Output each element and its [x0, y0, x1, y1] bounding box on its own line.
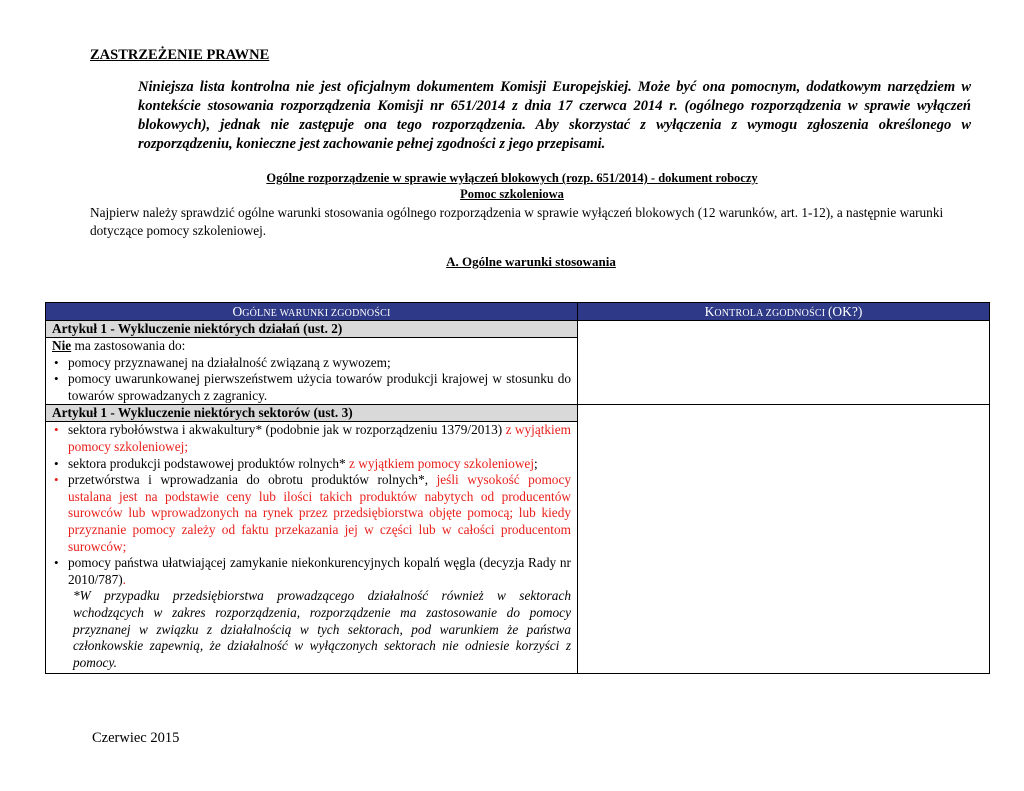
- document-subtitle: Pomoc szkoleniowa: [460, 187, 564, 201]
- list-item: • sektora produkcji podstawowej produktów rolnych* z wyjątkiem pomocy szkoleniowej;: [68, 456, 571, 473]
- article-heading: Artykuł 1 - Wykluczenie niektórych działań (ust. 2): [46, 321, 578, 338]
- nie-line: Nie ma zastosowania do:: [52, 338, 186, 353]
- intro-paragraph: Najpierw należy sprawdzić ogólne warunki stosowania ogólnego rozporządzenia w sprawie wyłączeń blokowych (12 warunków, art. 1-12), a następnie warunki dotyczące pomocy szkoleniowej.: [90, 205, 944, 238]
- list-item: • pomocy przyznawanej na działalność związaną z wywozem;: [68, 355, 571, 372]
- list-item: • pomocy państwa ułatwiającej zamykanie niekonkurencyjnych kopalń węgla (decyzja Rady nr 2010/787).: [68, 555, 571, 588]
- disclaimer-text: Niniejsza lista kontrolna nie jest oficjalnym dokumentem Komisji Europejskiej. Może być ona pomocnym, dodatkowym narzędziem w kontekście stosowania rozporządzenia Komisji nr 651/2014 z dnia 17 czerwca 2014 r. (ogólnego rozporządzenia w sprawie wyłączeń blokowych), jednak nie zastępuje ona tego rozporządzenia. Aby skorzystać z wyłączenia z wymogu zgłoszenia określonego w rozporządzeniu, konieczne jest zachowanie pełnej zgodności z jego przepisami.: [138, 79, 971, 152]
- table-header-row: [46, 303, 990, 321]
- article-heading: Artykuł 1 - Wykluczenie niektórych sektorów (ust. 3): [46, 405, 578, 422]
- compliance-check-cell[interactable]: [578, 321, 990, 405]
- compliance-check-cell[interactable]: [578, 405, 990, 674]
- list-item: • sektora rybołówstwa i akwakultury* (podobnie jak w rozporządzeniu 1379/2013) z wyjątkiem pomocy szkoleniowej;: [68, 422, 571, 455]
- header-general-conditions: OGÓLNE WARUNKI ZGODNOŚCI: [46, 303, 578, 321]
- list-item: • pomocy uwarunkowanej pierwszeństwem użycia towarów produkcji krajowej w stosunku do towarów sprowadzanych z zagranicy.: [68, 371, 571, 404]
- section-title: A. Ogólne warunki stosowania: [446, 254, 616, 269]
- article-content: [46, 338, 578, 405]
- article-content: [46, 422, 578, 674]
- document-title: Ogólne rozporządzenie w sprawie wyłączeń blokowych (rozp. 651/2014) - dokument roboczy: [266, 171, 758, 185]
- disclaimer-title: ZASTRZEŻENIE PRAWNE: [90, 47, 270, 63]
- exclusion-list: [52, 355, 571, 405]
- table-row: [46, 321, 990, 338]
- footnote: *W przypadku przedsiębiorstwa prowadzącego działalność również w sektorach wchodzących w zakres rozporządzenia, rozporządzenie ma zastosowanie do pomocy przyznanej w związku z działalnością w tych sektorach, pod warunkiem że państwa członkowskie zapewnią, że działalność w wyłączonych sektorach nie odniesie korzyści z pomocy.: [73, 588, 571, 670]
- compliance-table: [45, 302, 990, 674]
- footer-date: Czerwiec 2015: [92, 730, 180, 746]
- list-item: • przetwórstwa i wprowadzania do obrotu produktów rolnych*, jeśli wysokość pomocy ustalana jest na podstawie ceny lub ilości takich produktów nabytych od producentów surowców lub wprowadzonych na rynek przez przedsiębiorstwa objęte pomocą; lub kiedy przyznanie pomocy zależy od faktu przekazania jej w części lub w całości producentom surowców;: [68, 472, 571, 555]
- table-row: [46, 405, 990, 422]
- header-compliance-check: KONTROLA ZGODNOŚCI (OK?): [578, 303, 990, 321]
- sector-exclusion-list: [52, 422, 571, 588]
